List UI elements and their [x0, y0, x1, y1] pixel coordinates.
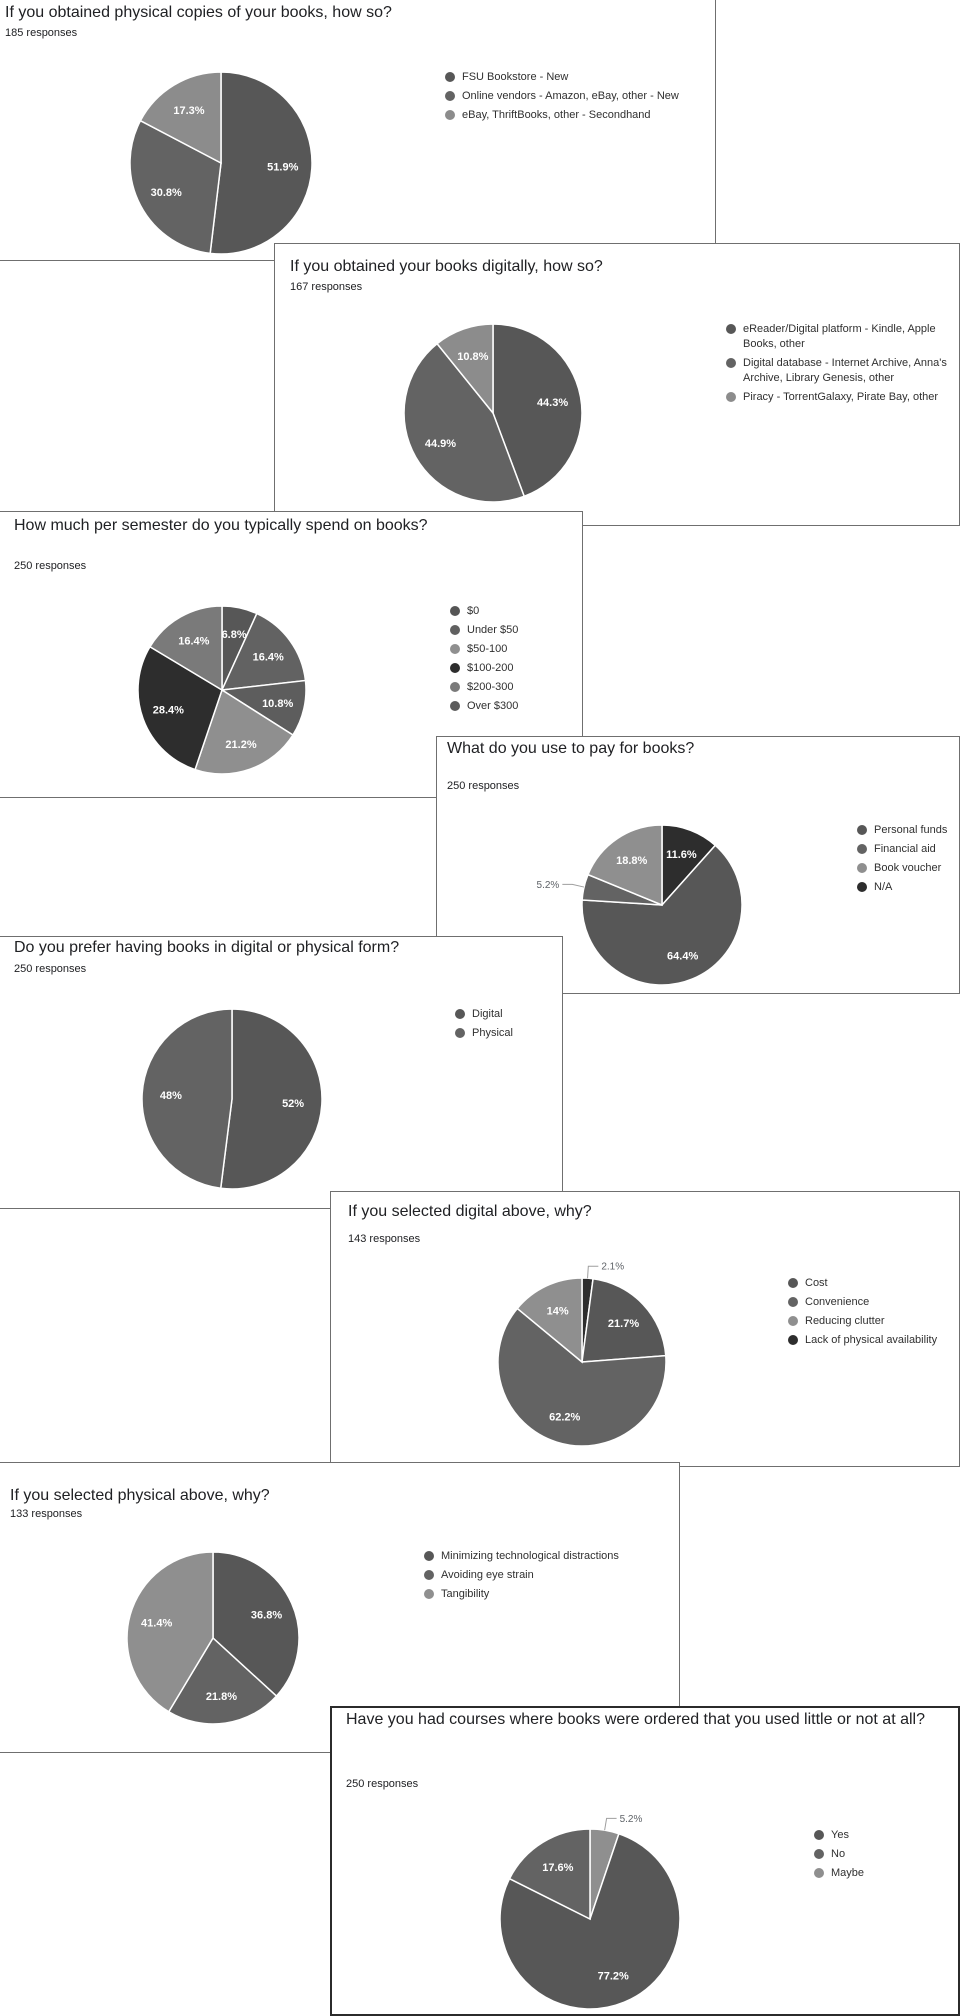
legend-label: $0: [467, 605, 480, 617]
legend-item: [450, 680, 570, 695]
legend-label: $50-100: [467, 643, 508, 655]
legend-swatch: [450, 701, 460, 711]
legend-swatch: [726, 324, 736, 334]
legend-label: eBay, ThriftBooks, other - Secondhand: [462, 109, 651, 121]
legend-swatch: [450, 682, 460, 692]
legend-item: [857, 842, 957, 857]
legend-swatch: [450, 644, 460, 654]
legend-swatch: [788, 1297, 798, 1307]
legend-item: [424, 1568, 674, 1583]
slice-value-label: 17.6%: [542, 1861, 574, 1874]
response-count: 250 responses: [447, 780, 520, 792]
chart-legend: [424, 1549, 674, 1606]
legend-label: Piracy - TorrentGalaxy, Pirate Bay, other: [743, 391, 939, 403]
pie-chart: [0, 0, 715, 260]
legend-label: Reducing clutter: [805, 1315, 885, 1327]
slice-value-label: 10.8%: [457, 350, 489, 363]
legend-item: [450, 642, 570, 657]
slice-value-label: 16.4%: [178, 635, 210, 648]
slice-value-label: 30.8%: [150, 186, 182, 199]
legend-swatch: [445, 91, 455, 101]
legend-label: No: [831, 1848, 846, 1860]
legend-item: [814, 1866, 914, 1881]
legend-item: [814, 1847, 914, 1862]
legend-label: Avoiding eye strain: [441, 1569, 534, 1581]
legend-swatch: [857, 825, 867, 835]
legend-item: [814, 1828, 914, 1843]
legend-label: Under $50: [467, 624, 519, 636]
chart-title: If you obtained physical copies of your books, how so?: [5, 4, 392, 21]
response-count: 250 responses: [14, 560, 87, 572]
leader-line: [562, 884, 584, 887]
legend-label: Over $300: [467, 700, 519, 712]
slice-value-label: 14%: [546, 1305, 569, 1318]
response-count: 167 responses: [290, 281, 363, 293]
chart-card-physical-source: [0, 0, 716, 261]
chart-card-digital-why: [330, 1191, 960, 1467]
chart-title: Do you prefer having books in digital or physical form?: [14, 939, 400, 956]
legend-swatch: [726, 358, 736, 368]
chart-legend: [450, 604, 570, 718]
chart-legend: [445, 70, 685, 127]
slice-value-label: 51.9%: [267, 161, 299, 174]
legend-label: Convenience: [805, 1296, 870, 1308]
response-count: 143 responses: [348, 1233, 421, 1245]
slice-value-label: 62.2%: [549, 1411, 581, 1424]
legend-swatch: [788, 1316, 798, 1326]
slice-value-label: 77.2%: [597, 1970, 629, 1983]
legend-swatch: [726, 392, 736, 402]
legend-swatch: [814, 1830, 824, 1840]
legend-swatch: [857, 882, 867, 892]
legend-swatch: [445, 110, 455, 120]
slice-value-label: 28.4%: [152, 704, 184, 717]
slice-value-label: 52%: [282, 1097, 305, 1110]
legend-label: Maybe: [831, 1867, 865, 1879]
slice-value-label: 21.2%: [225, 738, 257, 751]
legend-item: [450, 699, 570, 714]
slice-value-label: 21.7%: [607, 1317, 640, 1330]
legend-swatch: [450, 625, 460, 635]
leader-line: [605, 1818, 617, 1830]
legend-swatch: [424, 1570, 434, 1580]
slice-value-label: 16.4%: [252, 651, 284, 664]
legend-label: $200-300: [467, 681, 514, 693]
chart-title: What do you use to pay for books?: [447, 740, 695, 757]
chart-title: If you obtained your books digitally, how so?: [290, 258, 603, 275]
pie-chart: [0, 937, 562, 1208]
pie-slice: [142, 1009, 232, 1188]
chart-legend: [726, 322, 958, 409]
legend-label: $100-200: [467, 662, 514, 674]
response-count: 250 responses: [346, 1778, 419, 1790]
legend-label: Minimizing technological distractions: [441, 1550, 619, 1562]
legend-item: [450, 604, 570, 619]
slice-value-label: 18.8%: [616, 854, 648, 867]
legend-swatch: [857, 863, 867, 873]
slice-value-label: 5.2%: [536, 879, 560, 891]
legend-label: Tangibility: [441, 1588, 490, 1600]
chart-legend: [455, 1007, 555, 1045]
slice-value-label: 36.8%: [250, 1609, 283, 1622]
legend-item: [726, 322, 958, 352]
slice-value-label: 44.3%: [536, 397, 569, 410]
chart-legend: [814, 1828, 914, 1885]
legend-swatch: [814, 1868, 824, 1878]
legend-item: [450, 623, 570, 638]
legend-item: [450, 661, 570, 676]
legend-item: [445, 89, 685, 104]
slice-value-label: 64.4%: [667, 950, 699, 963]
slice-value-label: 48%: [159, 1090, 182, 1103]
legend-item: [445, 108, 685, 123]
chart-card-digital-source: [274, 243, 960, 526]
legend-label: eReader/Digital platform - Kindle, Apple Books, other: [743, 323, 936, 350]
legend-swatch: [424, 1551, 434, 1561]
chart-legend: [788, 1276, 958, 1352]
legend-item: [445, 70, 685, 85]
legend-swatch: [450, 606, 460, 616]
chart-title: If you selected digital above, why?: [348, 1203, 592, 1220]
legend-item: [788, 1295, 958, 1310]
legend-swatch: [788, 1335, 798, 1345]
legend-item: [726, 390, 958, 405]
pie-slice: [221, 1009, 322, 1189]
legend-item: [857, 880, 957, 895]
chart-title: If you selected physical above, why?: [10, 1487, 270, 1504]
slice-value-label: 6.8%: [221, 629, 247, 642]
slice-value-label: 11.6%: [666, 849, 697, 862]
legend-label: Digital: [472, 1008, 503, 1020]
slice-value-label: 17.3%: [173, 105, 205, 118]
slice-value-label: 10.8%: [262, 697, 294, 710]
legend-swatch: [424, 1589, 434, 1599]
legend-swatch: [788, 1278, 798, 1288]
legend-label: Cost: [805, 1277, 828, 1289]
slice-value-label: 5.2%: [619, 1813, 643, 1825]
slice-value-label: 44.9%: [424, 437, 457, 450]
legend-item: [857, 823, 957, 838]
legend-label: Book voucher: [874, 862, 942, 874]
legend-swatch: [445, 72, 455, 82]
chart-card-unused-books: [330, 1706, 960, 2016]
chart-card-preference: [0, 936, 563, 1209]
legend-item: [726, 356, 958, 386]
legend-swatch: [450, 663, 460, 673]
legend-item: [455, 1026, 555, 1041]
response-count: 185 responses: [5, 27, 78, 39]
slice-value-label: 21.8%: [205, 1690, 238, 1703]
legend-label: N/A: [874, 881, 893, 893]
legend-item: [857, 861, 957, 876]
leader-line: [588, 1266, 599, 1278]
legend-label: Digital database - Internet Archive, Anna's Archive, Library Genesis, other: [743, 357, 947, 384]
legend-item: [788, 1333, 958, 1348]
legend-label: Personal funds: [874, 824, 948, 836]
legend-label: Financial aid: [874, 843, 936, 855]
slice-value-label: 41.4%: [141, 1617, 173, 1630]
legend-label: Yes: [831, 1829, 849, 1841]
legend-item: [788, 1276, 958, 1291]
legend-item: [455, 1007, 555, 1022]
chart-title: How much per semester do you typically spend on books?: [14, 517, 428, 534]
legend-item: [424, 1549, 674, 1564]
response-count: 133 responses: [10, 1508, 83, 1520]
response-count: 250 responses: [14, 963, 87, 975]
legend-label: Physical: [472, 1027, 513, 1039]
legend-swatch: [814, 1849, 824, 1859]
legend-swatch: [857, 844, 867, 854]
chart-title: Have you had courses where books were ordered that you used little or not at all?: [346, 1711, 925, 1728]
legend-item: [788, 1314, 958, 1329]
slice-value-label: 2.1%: [601, 1261, 625, 1273]
legend-swatch: [455, 1028, 465, 1038]
chart-legend: [857, 823, 957, 899]
legend-swatch: [455, 1009, 465, 1019]
legend-label: Lack of physical availability: [805, 1334, 938, 1346]
legend-label: FSU Bookstore - New: [462, 71, 569, 83]
legend-item: [424, 1587, 674, 1602]
legend-label: Online vendors - Amazon, eBay, other - New: [462, 90, 679, 102]
